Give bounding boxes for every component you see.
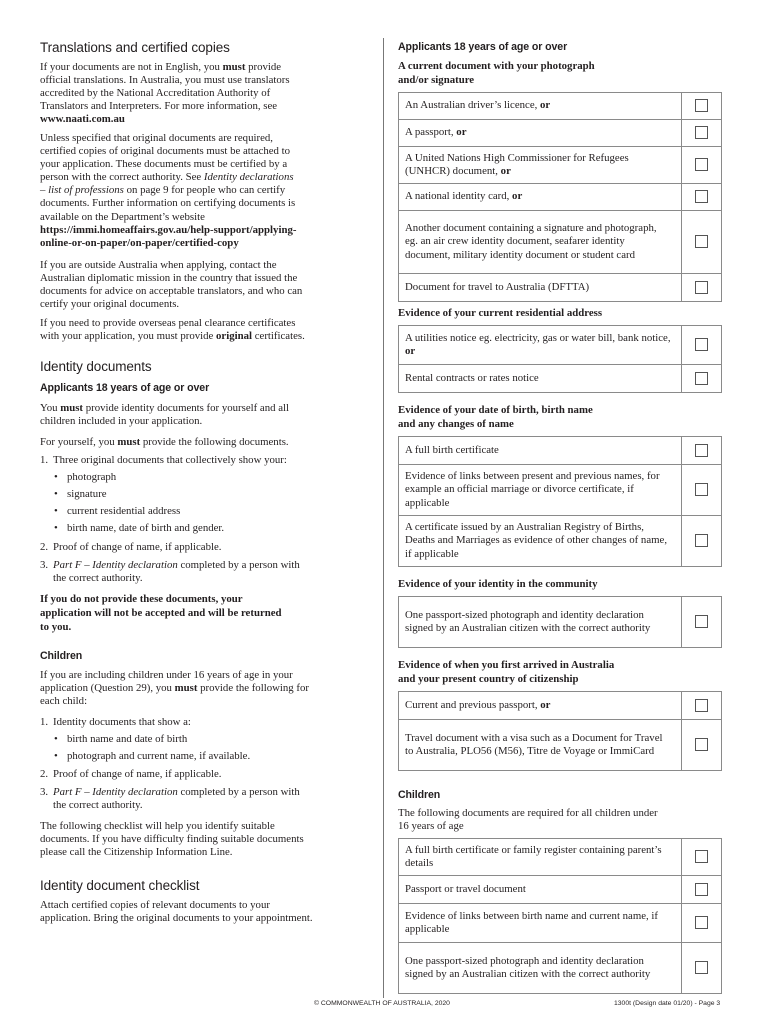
checkbox[interactable] <box>695 372 708 385</box>
right-children-subheading: Children <box>398 789 441 801</box>
checklist-row: A United Nations High Commissioner for Refugees (UNHCR) document, or <box>398 147 722 184</box>
checklist-table-identity-community <box>398 596 722 648</box>
section-title-date-of-birth: Evidence of your date of birth, birth name and any changes of name <box>398 404 593 430</box>
footer-copyright: © COMMONWEALTH OF AUSTRALIA, 2020 <box>314 1000 450 1007</box>
translations-paragraph-3: If you are outside Australia when applying, contact the Australian diplomatic mission in the country that issued the documents for advice on acceptable translators, and who can certify your original documents. <box>40 259 303 311</box>
checklist-row: A certificate issued by an Australian Registry of Births, Deaths and Marriages as evidence of other changes of name, if applicable <box>398 516 722 567</box>
checklist-row: A national identity card, or <box>398 184 722 211</box>
adult-list-item-1: 1. Three original documents that collectively show your: <box>40 454 287 466</box>
identity-paragraph-1: You must provide identity documents for yourself and all children included in your application. <box>40 402 290 428</box>
checklist-row: A passport, or <box>398 120 722 147</box>
checklist-row: A full birth certificate or family register containing parent’s details <box>398 839 722 876</box>
identity-paragraph-2: For yourself, you must provide the following documents. <box>40 436 289 448</box>
checkbox[interactable] <box>695 190 708 203</box>
section-title-residential-address: Evidence of your current residential address <box>398 307 603 319</box>
children-list-item-3: 3. Part F – Identity declaration completed by a person with the correct authority. <box>40 786 300 812</box>
translations-paragraph-4: If you need to provide overseas penal clearance certificates with your application, you must provide original certificates. <box>40 317 305 343</box>
checkbox[interactable] <box>695 338 708 351</box>
checkbox[interactable] <box>695 483 708 496</box>
checklist-row: Rental contracts or rates notice <box>398 365 722 393</box>
certified-copy-link[interactable]: https://immi.homeaffairs.gov.au/help-support/applying- online-or-on-paper/on-paper/certified-copy <box>40 223 297 249</box>
section-title-arrival: Evidence of when you first arrived in Australia and your present country of citizenship <box>398 659 615 685</box>
checklist-table-residential-address <box>398 325 722 393</box>
checklist-row: Evidence of links between birth name and current name, if applicable <box>398 904 722 943</box>
checkbox[interactable] <box>695 699 708 712</box>
footer-form-id: 1300t (Design date 01/20) - Page 3 <box>614 1000 721 1007</box>
adult-bullet: • signature <box>54 488 107 500</box>
checkbox[interactable] <box>695 961 708 974</box>
checkbox[interactable] <box>695 916 708 929</box>
checklist-row: Evidence of links between present and previous names, for example an official marriage or divorce certificate, if applicable <box>398 465 722 516</box>
checklist-row: Current and previous passport, or <box>398 692 722 720</box>
adult-bullet: • current residential address <box>54 505 181 517</box>
checkbox[interactable] <box>695 534 708 547</box>
checklist-row: Another document containing a signature and photograph, eg. an air crew identity document, seafarer identity document, military identity document or student card <box>398 211 722 274</box>
checklist-row: Document for travel to Australia (DFTTA) <box>398 274 722 302</box>
adult-list-item-2: 2. Proof of change of name, if applicable. <box>40 541 222 553</box>
section-title-photo-signature: A current document with your photograph and/or signature <box>398 60 595 86</box>
checkbox[interactable] <box>695 615 708 628</box>
checkbox[interactable] <box>695 126 708 139</box>
section-title-identity-community: Evidence of your identity in the community <box>398 578 598 590</box>
translations-paragraph-1: If your documents are not in English, you must provide official translations. In Australia, you must use translators accredited by the National Accreditation Authority of Translators and Interpreters. For more information, see www.naati.com.au <box>40 61 290 126</box>
right-adult-subheading: Applicants 18 years of age or over <box>398 41 568 53</box>
checkbox[interactable] <box>695 235 708 248</box>
children-bullet: • photograph and current name, if available. <box>54 750 251 762</box>
checkbox[interactable] <box>695 444 708 457</box>
checkbox[interactable] <box>695 99 708 112</box>
adult-bullet: • photograph <box>54 471 117 483</box>
children-bullet: • birth name and date of birth <box>54 733 188 745</box>
warning-text: If you do not provide these documents, your application will not be accepted and will be returned to you. <box>40 593 282 633</box>
checklist-paragraph: Attach certified copies of relevant documents to your application. Bring the original documents to your appointment. <box>40 899 313 925</box>
checklist-row: A full birth certificate <box>398 437 722 465</box>
checkbox[interactable] <box>695 738 708 751</box>
children-paragraph-2: The following checklist will help you identify suitable documents. If you have difficulty finding suitable documents please call the Citizenship Information Line. <box>40 820 304 859</box>
identity-documents-heading: Identity documents <box>40 359 152 374</box>
checklist-table-date-of-birth <box>398 436 722 567</box>
checklist-row: One passport-sized photograph and identity declaration signed by an Australian citizen with the correct authority <box>398 597 722 648</box>
translations-heading: Translations and certified copies <box>40 40 230 55</box>
checkbox[interactable] <box>695 281 708 294</box>
children-subheading: Children <box>40 650 83 662</box>
checklist-table-arrival <box>398 691 722 771</box>
children-intro: The following documents are required for all children under 16 years of age <box>398 807 658 833</box>
column-divider <box>383 38 384 998</box>
children-paragraph-1: If you are including children under 16 years of age in your application (Question 29), you must provide the following for each child: <box>40 669 309 708</box>
checkbox[interactable] <box>695 850 708 863</box>
checkbox[interactable] <box>695 883 708 896</box>
children-list-item-2: 2. Proof of change of name, if applicable. <box>40 768 222 780</box>
checklist-row: Passport or travel document <box>398 876 722 904</box>
checklist-row: A utilities notice eg. electricity, gas or water bill, bank notice, or <box>398 326 722 365</box>
adult-list-item-3: 3. Part F – Identity declaration completed by a person with the correct authority. <box>40 559 300 585</box>
adult-subheading: Applicants 18 years of age or over <box>40 382 210 394</box>
adult-bullet: • birth name, date of birth and gender. <box>54 522 225 534</box>
checklist-row: One passport-sized photograph and identity declaration signed by an Australian citizen with the correct authority <box>398 943 722 994</box>
checklist-row: An Australian driver’s licence, or <box>398 93 722 120</box>
checklist-table-photo-signature <box>398 92 722 302</box>
translations-paragraph-2: Unless specified that original documents are required, certified copies of original documents must be attached to your application. These documents must be certified by a person with the correct authority. See Identity declarations – list of professions on page 9 for people who can certify documents. Further information on certifying documents is available on the Department’s website https://immi.homeaffairs.gov.au/help-support/applying- online-or-on-paper/on-paper/certified-copy <box>40 132 297 249</box>
checkbox[interactable] <box>695 158 708 171</box>
checklist-heading: Identity document checklist <box>40 878 200 893</box>
children-list-item-1: 1. Identity documents that show a: <box>40 716 191 728</box>
checklist-row: Travel document with a visa such as a Document for Travel to Australia, PLO56 (M56), Titre de Voyage or ImmiCard <box>398 720 722 771</box>
naati-link[interactable]: www.naati.com.au <box>40 113 125 126</box>
checklist-table-children <box>398 838 722 994</box>
